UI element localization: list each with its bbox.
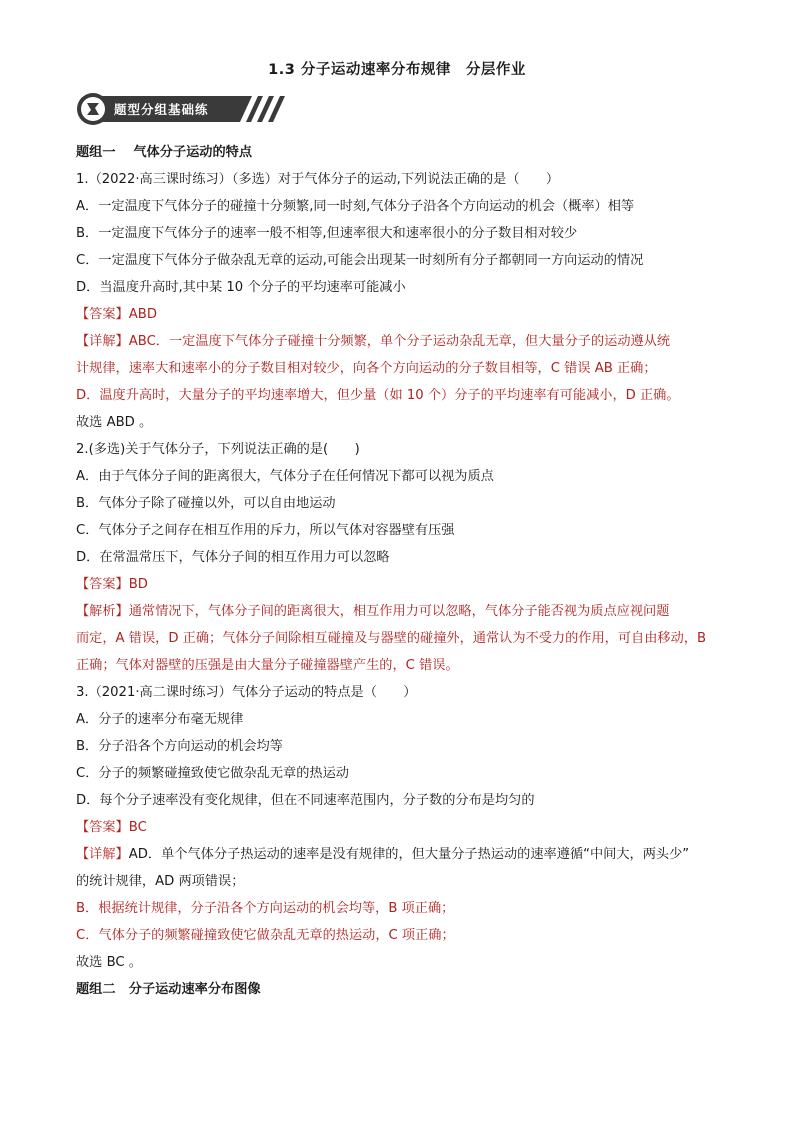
q3-answer xyxy=(76,819,756,837)
section-banner xyxy=(76,92,290,126)
q1-option-c: C．一定温度下气体分子做杂乱无章的运动,可能会出现某一时刻所有分子都朝同一方向运动的情况 xyxy=(76,253,644,268)
answer-value: BC xyxy=(128,820,147,835)
detail-text: 通常情况下，气体分子间的距离很大，相互作用力可以忽略，气体分子能否视为质点应视问题 xyxy=(128,604,670,619)
detail-text: ABC．一定温度下气体分子碰撞十分频繁，单个分子运动杂乱无章，但大量分子的运动遵从统 xyxy=(128,334,671,349)
answer-tag: 【答案】 xyxy=(76,820,129,835)
q3-detail-3: B．根据统计规律，分子沿各个方向运动的机会均等，B 项正确； xyxy=(76,901,455,916)
q3-detail-2: 的统计规律，AD 两项错误； xyxy=(76,874,245,889)
q1-option-b: B．一定温度下气体分子的速率一般不相等,但速率很大和速率很小的分子数目相对较少 xyxy=(76,226,578,241)
q3-option-a: A．分子的速率分布毫无规律 xyxy=(76,712,244,727)
group2-heading: 题组二 分子运动速率分布图像 xyxy=(76,982,261,997)
q3-option-b: B．分子沿各个方向运动的机会均等 xyxy=(76,739,283,754)
banner-label: 题型分组基础练 xyxy=(114,102,209,117)
q1-detail-1 xyxy=(76,333,756,351)
answer-value: BD xyxy=(128,577,148,592)
q2-answer xyxy=(76,576,756,594)
detail-tag: 【解析】 xyxy=(76,604,129,619)
q2-option-c: C．气体分子之间存在相互作用的斥力，所以气体对容器壁有压强 xyxy=(76,523,455,538)
q2-detail-3: 正确；气体对器壁的压强是由大量分子碰撞器壁产生的，C 错误。 xyxy=(76,658,459,673)
detail-tag: 【详解】 xyxy=(76,334,129,349)
q3-detail-4: C．气体分子的频繁碰撞致使它做杂乱无章的热运动，C 项正确； xyxy=(76,928,455,943)
q2-option-b: B．气体分子除了碰撞以外，可以自由地运动 xyxy=(76,496,336,511)
answer-value: ABD xyxy=(128,307,157,322)
q2-detail-1 xyxy=(76,603,756,621)
q1-conclusion: 故选 ABD 。 xyxy=(76,415,153,430)
q1-detail-2: 计规律，速率大和速率小的分子数目相对较少，向各个方向运动的分子数目相等，C 错误 AB 正确； xyxy=(76,361,657,376)
q3-option-c: C．分子的频繁碰撞致使它做杂乱无章的热运动 xyxy=(76,766,349,781)
q1-detail-3: D．温度升高时，大量分子的平均速率增大，但少量（如 10 个）分子的平均速率有可能减小，D 正确。 xyxy=(76,388,680,403)
q2-option-a: A．由于气体分子间的距离很大，气体分子在任何情况下都可以视为质点 xyxy=(76,469,494,484)
q2-detail-2: 而定，A 错误，D 正确；气体分子间除相互碰撞及与器壁的碰撞外，通常认为不受力的作用，可自由移动，B xyxy=(76,631,707,646)
q1-stem: 1.（2022·高三课时练习）（多选）对于气体分子的运动,下列说法正确的是（ ） xyxy=(76,172,560,187)
q3-option-d: D．每个分子速率没有变化规律，但在不同速率范围内，分子数的分布是均匀的 xyxy=(76,793,535,808)
detail-text: AD．单个气体分子热运动的速率是没有规律的，但大量分子热运动的速率遵循“中间大，两头少” xyxy=(128,847,690,862)
q2-stem: 2.(多选)关于气体分子，下列说法正确的是( ) xyxy=(76,442,360,457)
q3-detail-1 xyxy=(76,846,756,864)
page-title: 1.3 分子运动速率分布规律 分层作业 xyxy=(268,62,526,78)
q2-option-d: D．在常温常压下，气体分子间的相互作用力可以忽略 xyxy=(76,550,390,565)
detail-tag: 【详解】 xyxy=(76,847,129,862)
q1-option-d: D．当温度升高时,其中某 10 个分子的平均速率可能减小 xyxy=(76,280,406,295)
q3-stem: 3.（2021·高二课时练习）气体分子运动的特点是（ ） xyxy=(76,685,417,700)
answer-tag: 【答案】 xyxy=(76,577,129,592)
answer-tag: 【答案】 xyxy=(76,307,129,322)
q1-option-a: A．一定温度下气体分子的碰撞十分频繁,同一时刻,气体分子沿各个方向运动的机会（概率）相等 xyxy=(76,199,635,214)
q1-answer xyxy=(76,306,756,324)
q3-conclusion: 故选 BC 。 xyxy=(76,955,142,970)
group1-heading: 题组一 气体分子运动的特点 xyxy=(76,145,253,160)
